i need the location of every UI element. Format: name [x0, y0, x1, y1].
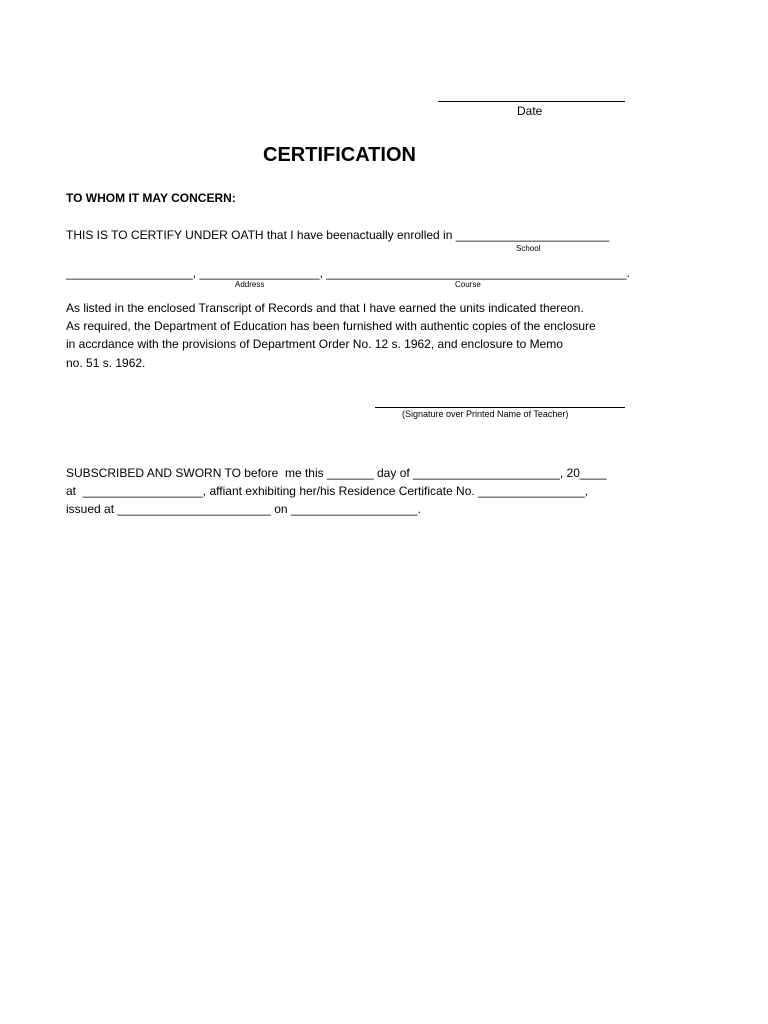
address-label: Address [235, 280, 265, 289]
oath-line-1: SUBSCRIBED AND SWORN TO before me this _______ day of ______________________, 20____ [66, 466, 607, 480]
body-line-1: As listed in the enclosed Transcript of Records and that I have earned the units indicated thereon. [66, 301, 584, 315]
body-line-2: As required, the Department of Education has been furnished with authentic copies of the enclosure [66, 319, 596, 333]
address-course-line: ___________________, __________________, _____________________________________________. [66, 266, 630, 280]
body-line-4: no. 51 s. 1962. [66, 356, 146, 370]
certify-line: THIS IS TO CERTIFY UNDER OATH that I have beenactually enrolled in _______________________ [66, 228, 610, 242]
oath-line-3: issued at _______________________ on ___________________. [66, 502, 422, 516]
signature-label: (Signature over Printed Name of Teacher) [402, 409, 569, 419]
date-line [438, 101, 625, 102]
course-label: Course [455, 280, 481, 289]
document-title: CERTIFICATION [263, 144, 416, 166]
oath-line-2: at __________________, affiant exhibiting her/his Residence Certificate No. ________________, [66, 484, 589, 498]
body-line-3: in accrdance with the provisions of Department Order No. 12 s. 1962, and enclosure to Memo [66, 337, 563, 351]
school-label: School [516, 244, 541, 253]
date-label: Date [517, 104, 543, 118]
salutation: TO WHOM IT MAY CONCERN: [66, 191, 236, 205]
signature-line [375, 407, 625, 408]
